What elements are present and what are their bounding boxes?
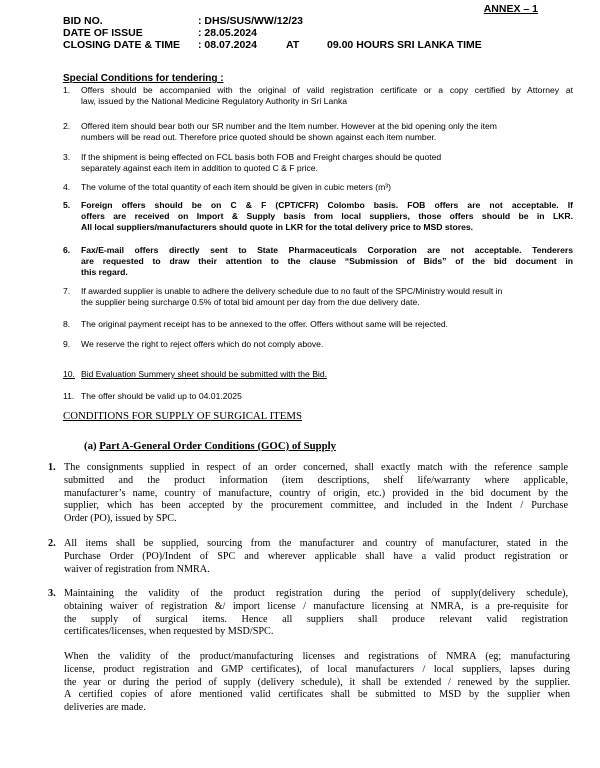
item-line: certificates/licenses, when requested by MSD/SPC.	[64, 626, 274, 638]
annex-label: ANNEX – 1	[483, 3, 538, 15]
bid-no-value: : DHS/SUS/WW/12/23	[198, 15, 304, 27]
paragraph-line: When the validity of the product/manufacturing licenses and registrations of NMRA (eg; manufacturing	[64, 651, 570, 662]
item-line: this regard.	[81, 266, 128, 277]
date-of-issue-value: : 28.05.2024	[198, 27, 257, 39]
item-line: The consignments supplied in respect of an order concerned, shall exactly match with the reference sample	[64, 462, 568, 473]
item-number: 8.	[63, 319, 71, 329]
item-number: 1.	[63, 85, 71, 95]
item-line: law, issued by the National Medicine Regulatory Authority in Sri Lanka	[81, 95, 348, 106]
closing-time-value: 09.00 HOURS SRI LANKA TIME	[327, 39, 482, 51]
condition-paragraph	[64, 651, 570, 717]
item-number: 1.	[48, 462, 56, 473]
special-conditions-title: Special Conditions for tendering :	[63, 73, 224, 84]
item-line: supplier, which has been accepted by the procurement committee, and included in the Indent / Purchase	[64, 500, 568, 512]
item-line: Fax/E-mail offers directly sent to State Pharmaceuticals Corporation are not acceptable. Tenderers	[81, 245, 573, 255]
item-line: The volume of the total quantity of each item should be given in cubic meters (m³)	[81, 182, 392, 192]
condition-item-3	[48, 588, 570, 640]
paragraph-line: A certified copies of afore mentioned valid certificates shall be submitted to MSD by the supplier when	[64, 689, 570, 701]
special-item-10	[63, 369, 573, 381]
date-of-issue-label: DATE OF ISSUE	[63, 27, 143, 39]
item-line: The offer should be valid up to 04.01.2025	[81, 391, 242, 401]
item-line: All items shall be supplied, sourcing from the manufacturer and country of manufacturer, stated in the	[64, 538, 568, 549]
item-number: 5.	[63, 200, 71, 210]
conditions-title: CONDITIONS FOR SUPPLY OF SURGICAL ITEMS	[63, 410, 302, 422]
item-line: separately against each item in addition to quoted C & F price.	[81, 162, 318, 173]
condition-item-2	[48, 538, 570, 578]
item-number: 3.	[63, 152, 71, 162]
item-number: 4.	[63, 182, 71, 192]
item-line: We reserve the right to reject offers which do not comply above.	[81, 339, 324, 349]
special-item-7	[63, 286, 573, 308]
item-line: If awarded supplier is unable to adhere the delivery schedule due to no fault of the SPC/Ministry would result in	[81, 286, 503, 296]
item-line: All local suppliers/manufacturers should quote in LKR for the total delivery price to MSD stores.	[81, 221, 474, 232]
paragraph-line: deliveries are made.	[64, 702, 146, 714]
closing-at: AT	[286, 39, 300, 51]
item-line: waiver of registration from NMRA.	[64, 563, 210, 575]
bid-no-label: BID NO.	[63, 15, 103, 27]
item-number: 10.	[63, 369, 75, 379]
part-a-prefix: (a)	[84, 440, 100, 452]
item-line: the supply of surgical items. Hence all suppliers shall produce relevant valid registration	[64, 613, 568, 625]
item-line: Offers should be accompanied with the original of valid registration certificate or a copy certified by Attorney at	[81, 85, 573, 95]
item-line: submitted and the product information (item descriptions, shelf life/warranty where applicable,	[64, 474, 568, 486]
item-line: numbers will be read out. Therefore price quoted should be shown against each item number.	[81, 131, 437, 142]
item-number: 6.	[63, 245, 71, 255]
special-item-2	[63, 121, 573, 143]
special-item-6	[63, 245, 573, 279]
item-line: Offered item should bear both our SR number and the Item number. However at the bid opening only the item	[81, 121, 497, 131]
condition-item-1	[48, 462, 570, 528]
item-line: are requested to draw their attention to the clause “Submission of Bids” of the bid document in	[81, 255, 573, 266]
item-number: 3.	[48, 588, 56, 599]
item-line: Order (PO), issued by SPC.	[64, 513, 177, 525]
special-item-8	[63, 319, 573, 331]
part-a-heading	[84, 440, 336, 452]
item-line: Purchase Order (PO)/Indent of SPC and wherever applicable shall have a valid product registration or	[64, 550, 568, 562]
paragraph-line: license, product registration and GMP certificates), of local manufacturers / local suppliers, lapses during	[64, 663, 570, 675]
closing-date-value: : 08.07.2024	[198, 39, 257, 51]
item-line: Maintaining the validity of the product registration during the period of supply(delivery schedule),	[64, 588, 568, 599]
special-item-9	[63, 339, 573, 351]
item-number: 2.	[48, 538, 56, 549]
part-a-title: Part A-General Order Conditions (GOC) of Supply	[99, 440, 337, 452]
item-number: 7.	[63, 286, 71, 296]
item-line: Foreign offers should be on C & F (CPT/CFR) Colombo basis. FOB offers are not acceptable. If	[81, 200, 573, 210]
item-number: 9.	[63, 339, 71, 349]
special-item-4	[63, 182, 573, 194]
paragraph-line: the year or during the period of supply (delivery schedule), it shall be extended / renewed by the supplier.	[64, 676, 570, 688]
item-number: 2.	[63, 121, 71, 131]
item-line: manufacturer’s name, country of manufacture, country of origin, etc.) provided in the bid document by the	[64, 487, 568, 499]
special-item-5	[63, 200, 573, 234]
item-line: If the shipment is being effected on FCL basis both FOB and Freight charges should be quoted	[81, 152, 442, 162]
special-item-11	[63, 391, 573, 403]
special-item-3	[63, 152, 573, 174]
item-line: the supplier being surcharge 0.5% of total bid amount per day from the due delivery date.	[81, 296, 420, 307]
item-line: The original payment receipt has to be annexed to the offer. Offers without same will be rejected.	[81, 319, 449, 329]
special-item-1	[63, 85, 573, 107]
item-line: offers are received on Import & Supply basis from local suppliers, those offers should be in LKR.	[81, 210, 573, 221]
item-number: 11.	[63, 391, 75, 401]
closing-label: CLOSING DATE & TIME	[63, 39, 181, 51]
item-line: obtaining waiver of registration &/ import license / manufacture licensing at NMRA, is a pre-requisite for	[64, 600, 568, 612]
item-line: Bid Evaluation Summery sheet should be submitted with the Bid.	[81, 369, 328, 379]
